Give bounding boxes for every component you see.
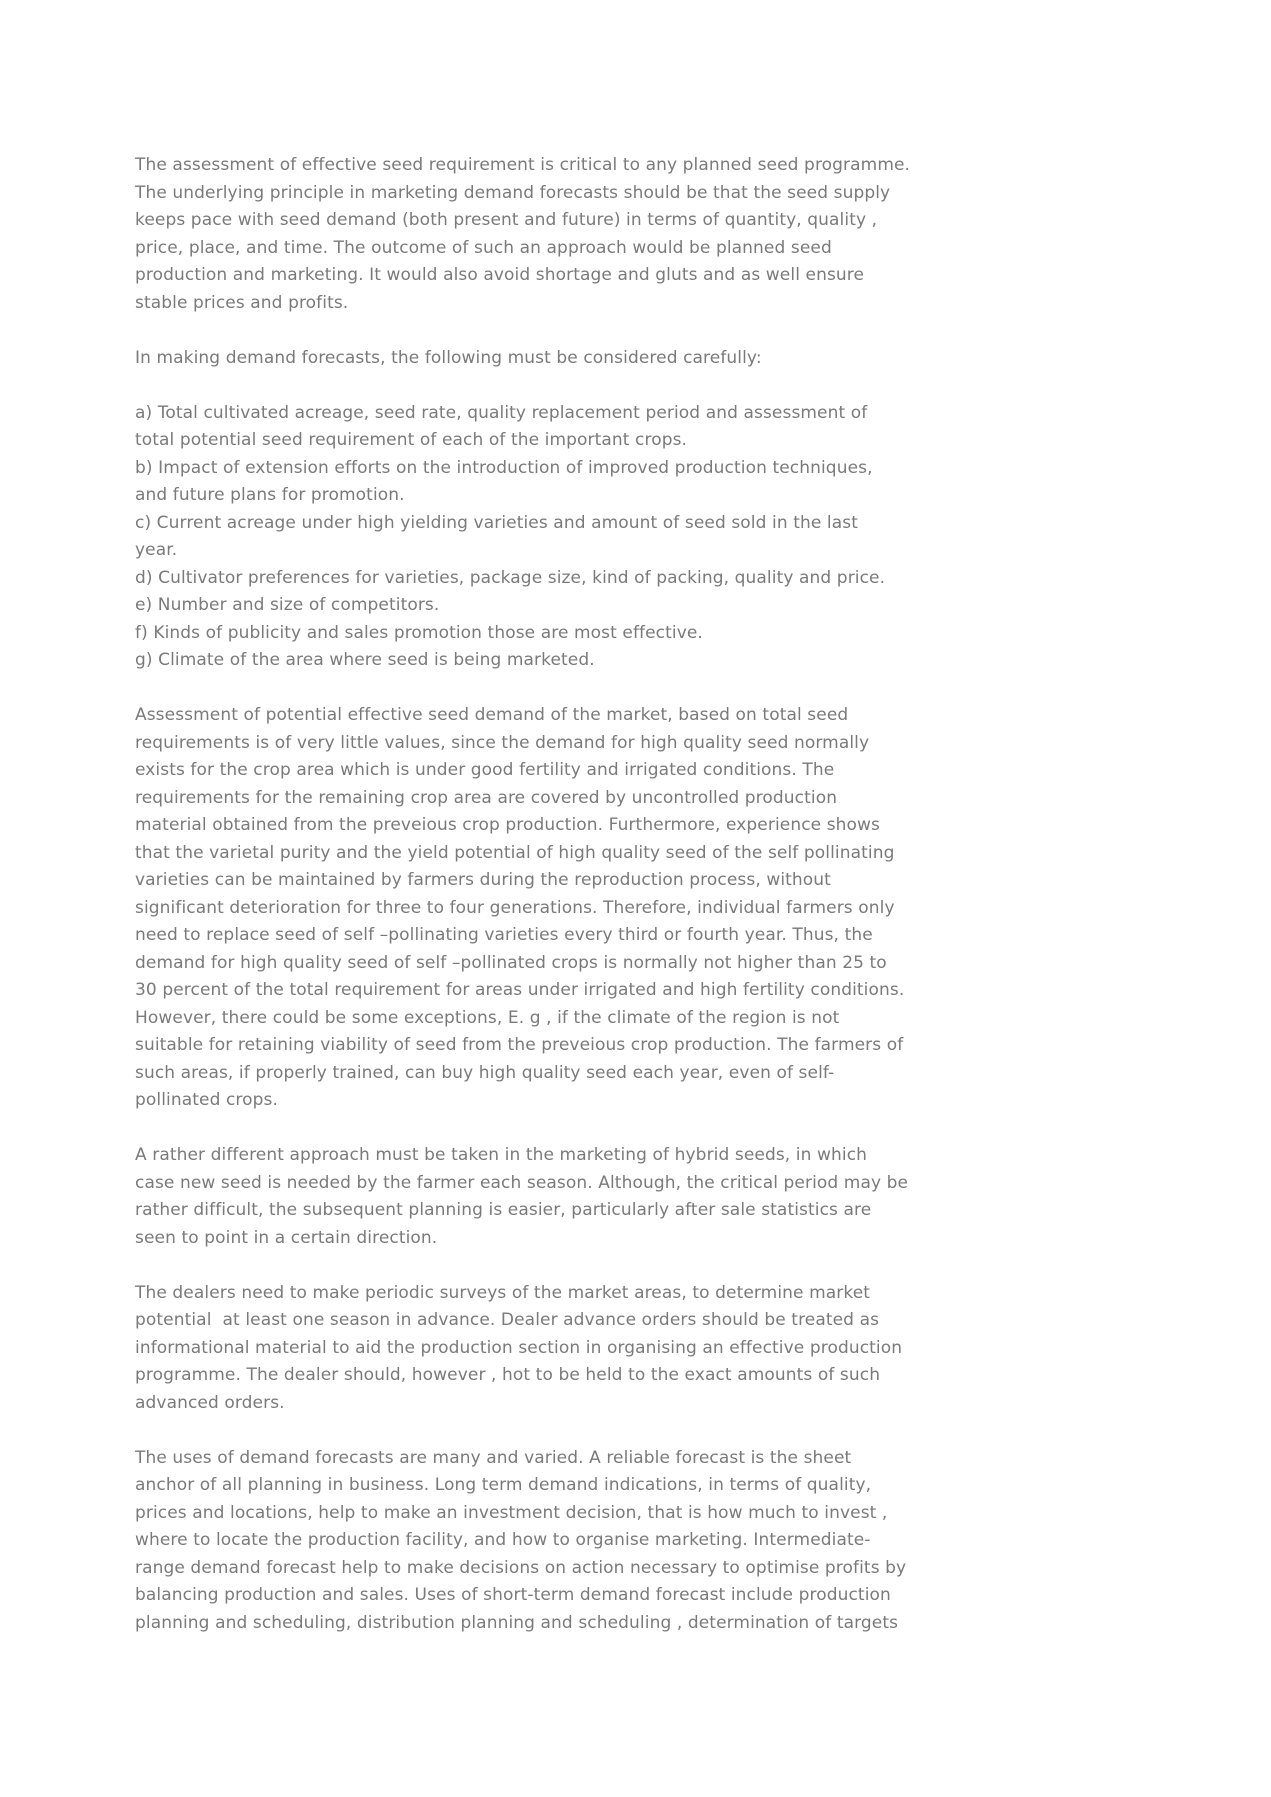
text-line: programme. The dealer should, however , hot to be held to the exact amounts of such (135, 1365, 881, 1385)
text-line: The uses of demand forecasts are many and varied. A reliable forecast is the sheet (135, 1447, 852, 1468)
text-line: a) Total cultivated acreage, seed rate, quality replacement period and assessment of (135, 402, 868, 423)
text-line: price, place, and time. The outcome of such an approach would be planned seed (135, 237, 832, 258)
text-line: total potential seed requirement of each of the important crops. (135, 430, 688, 450)
text-line: requirements for the remaining crop area are covered by uncontrolled production (135, 787, 838, 808)
text-line: Assessment of potential effective seed demand of the market, based on total seed (135, 705, 849, 725)
text-line: where to locate the production facility, and how to organise marketing. Intermediate- (135, 1530, 871, 1550)
text-line: production and marketing. It would also avoid shortage and gluts and as well ensure (135, 265, 865, 285)
text-line: case new seed is needed by the farmer each season. Although, the critical period may be (135, 1172, 909, 1193)
text-line: The dealers need to make periodic surveys of the market areas, to determine market (135, 1282, 871, 1303)
text-line: keeps pace with seed demand (both present and future) in terms of quantity, quality , (135, 210, 878, 230)
text-line: f) Kinds of publicity and sales promotion those are most effective. (135, 622, 703, 643)
text-line: advanced orders. (135, 1392, 285, 1413)
text-line: requirements is of very little values, since the demand for high quality seed normally (135, 732, 870, 753)
text-line: exists for the crop area which is under good fertility and irrigated conditions. The (135, 760, 835, 780)
considerations-list (135, 400, 1151, 675)
text-line: A rather different approach must be taken in the marketing of hybrid seeds, in which (135, 1145, 868, 1165)
text-line: d) Cultivator preferences for varieties, package size, kind of packing, quality and price. (135, 567, 886, 588)
text-line: rather difficult, the subsequent planning is easier, particularly after sale statistics are (135, 1200, 872, 1220)
text-line: informational material to aid the production section in organising an effective production (135, 1337, 903, 1358)
text-line: pollinated crops. (135, 1090, 278, 1110)
document-body (135, 152, 1151, 1637)
text-line: b) Impact of extension efforts on the introduction of improved production techniques, (135, 457, 873, 478)
text-line: stable prices and profits. (135, 292, 349, 313)
text-line: range demand forecast help to make decisions on action necessary to optimise profits by (135, 1557, 907, 1578)
text-line: need to replace seed of self –pollinating varieties every third or fourth year. Thus, the (135, 925, 873, 945)
text-line: The assessment of effective seed requirement is critical to any planned seed programme. (135, 155, 911, 175)
dealer-surveys-paragraph (135, 1280, 1151, 1418)
text-line: planning and scheduling, distribution planning and scheduling , determination of targets (135, 1612, 899, 1633)
text-line: potential at least one season in advance. Dealer advance orders should be treated as (135, 1310, 880, 1330)
text-line: anchor of all planning in business. Long term demand indications, in terms of quality, (135, 1475, 872, 1495)
text-line: demand for high quality seed of self –pollinated crops is normally not higher than 25 to (135, 952, 887, 973)
text-line: significant deterioration for three to four generations. Therefore, individual farmers only (135, 897, 895, 918)
text-line: 30 percent of the total requirement for areas under irrigated and high fertility conditions. (135, 980, 905, 1000)
forecast-uses-paragraph (135, 1445, 1151, 1638)
text-line: prices and locations, help to make an investment decision, that is how much to invest , (135, 1502, 888, 1523)
text-line: In making demand forecasts, the following must be considered carefully: (135, 347, 762, 368)
forecast-considerations-lead (135, 345, 1151, 373)
text-line: suitable for retaining viability of seed from the preveious crop production. The farmers of (135, 1035, 904, 1055)
intro-paragraph (135, 152, 1151, 317)
text-line: c) Current acreage under high yielding varieties and amount of seed sold in the last (135, 512, 858, 533)
text-line: g) Climate of the area where seed is being marketed. (135, 650, 595, 670)
text-line: material obtained from the preveious crop production. Furthermore, experience shows (135, 815, 881, 835)
text-line: balancing production and sales. Uses of short-term demand forecast include production (135, 1585, 891, 1605)
text-line: such areas, if properly trained, can buy high quality seed each year, even of self- (135, 1062, 835, 1083)
text-line: and future plans for promotion. (135, 485, 405, 505)
text-line: seen to point in a certain direction. (135, 1227, 438, 1248)
seed-demand-assessment-paragraph (135, 702, 1151, 1115)
text-line: year. (135, 540, 178, 560)
text-line: The underlying principle in marketing demand forecasts should be that the seed supply (135, 182, 891, 203)
text-line: varieties can be maintained by farmers during the reproduction process, without (135, 870, 831, 890)
text-line: that the varietal purity and the yield potential of high quality seed of the self pollinating (135, 842, 895, 863)
text-line: e) Number and size of competitors. (135, 595, 440, 615)
text-line: However, there could be some exceptions, E. g , if the climate of the region is not (135, 1007, 840, 1028)
hybrid-seeds-paragraph (135, 1142, 1151, 1252)
